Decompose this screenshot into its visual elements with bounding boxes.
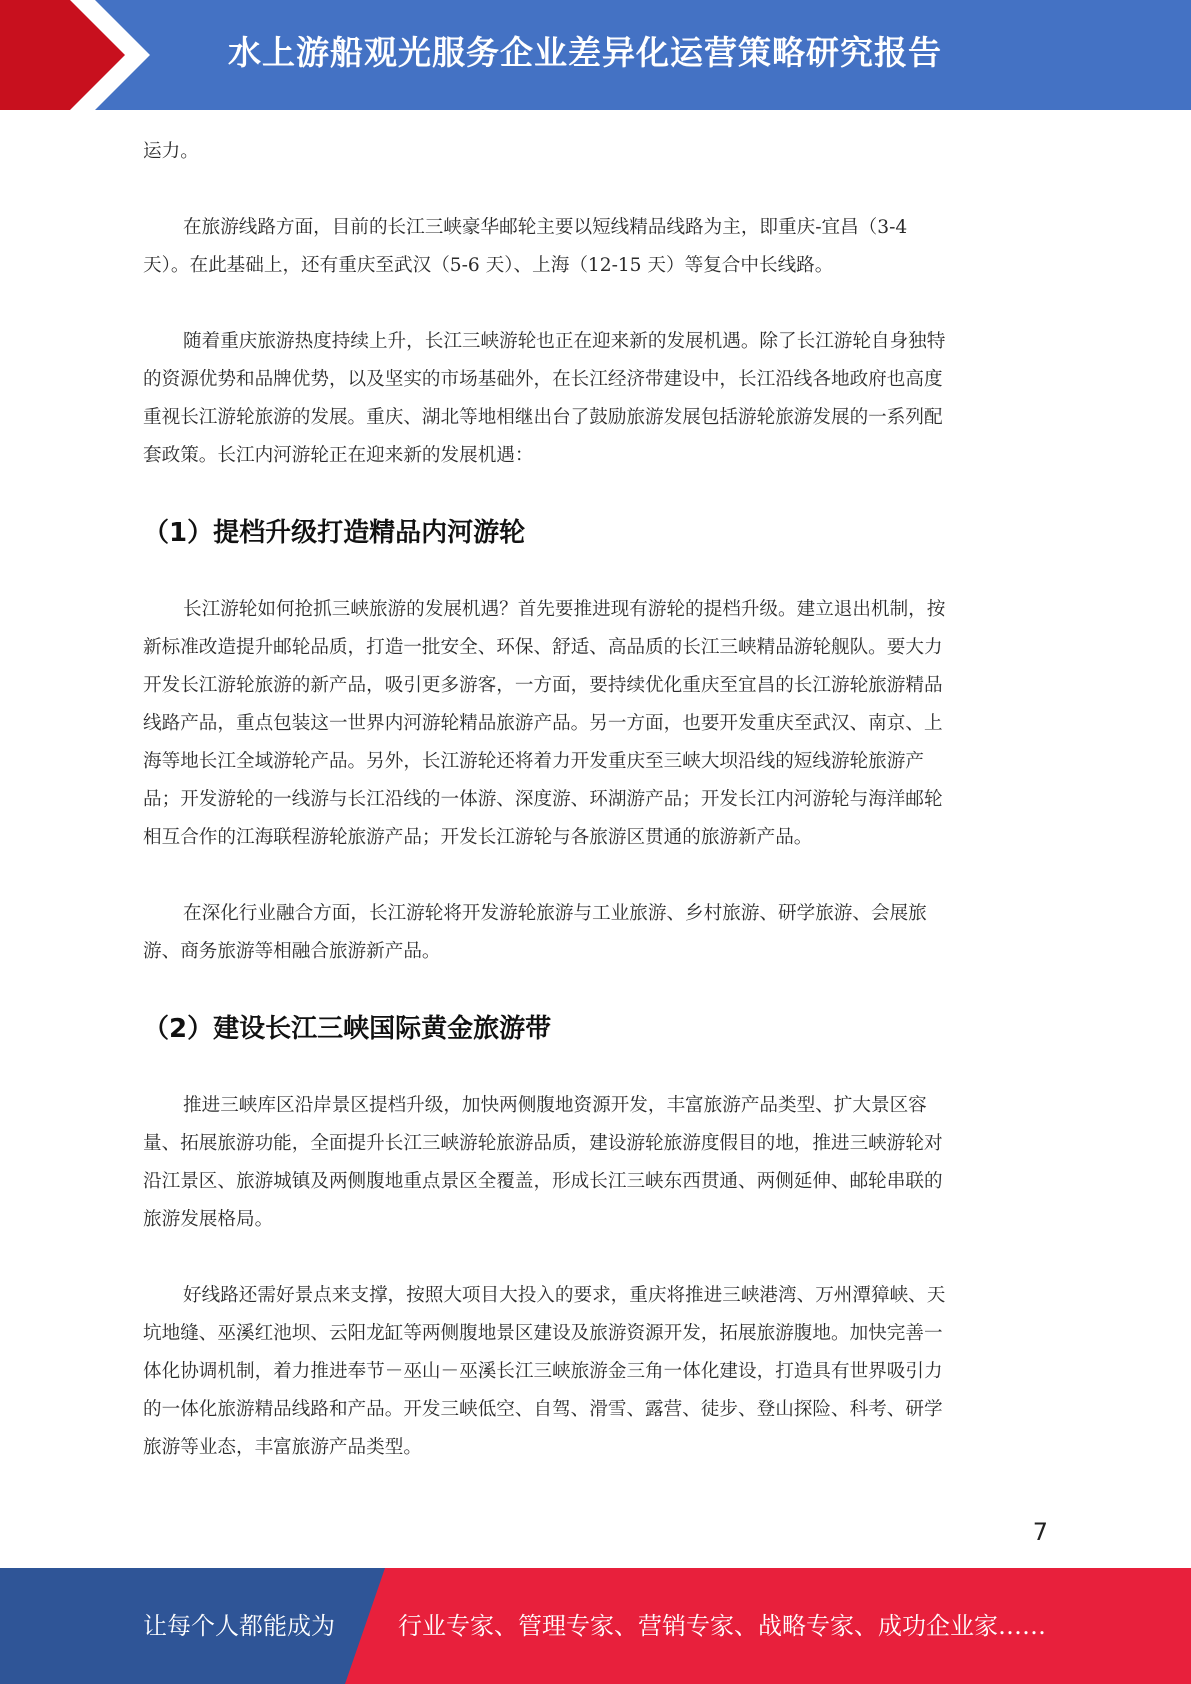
text-line: 套政策。长江内河游轮正在迎来新的发展机遇：: [143, 445, 534, 466]
report-title: 水上游船观光服务企业差异化运营策略研究报告: [228, 33, 942, 72]
text-line: 开发长江游轮旅游的新产品，吸引更多游客，一方面，要持续优化重庆至宜昌的长江游轮旅游精品: [143, 675, 943, 696]
text-line: 新标准改造提升邮轮品质，打造一批安全、环保、舒适、高品质的长江三峡精品游轮舰队。要大力: [143, 637, 943, 658]
text-line: 在深化行业融合方面，长江游轮将开发游轮旅游与工业旅游、乡村旅游、研学旅游、会展旅: [183, 903, 927, 924]
paragraph: [143, 591, 1046, 857]
page-header: [0, 0, 1191, 110]
paragraph: [143, 1277, 1046, 1467]
text-line: 运力。: [143, 141, 199, 162]
paragraph: [143, 895, 1046, 971]
section-heading: （2）建设长江三峡国际黄金旅游带: [143, 1014, 552, 1044]
text-line: 的一体化旅游精品线路和产品。开发三峡低空、自驾、滑雪、露营、徒步、登山探险、科考、研学: [143, 1399, 943, 1420]
text-line: 天）。在此基础上，还有重庆至武汉（5-6 天）、上海（12-15 天）等复合中长线路。: [143, 255, 834, 276]
section-heading: （1）提档升级打造精品内河游轮: [143, 518, 526, 548]
paragraph: [143, 209, 1046, 285]
paragraph: [143, 323, 1046, 475]
text-line: 坑地缝、巫溪红池坝、云阳龙缸等两侧腹地景区建设及旅游资源开发，拓展旅游腹地。加快完善一: [143, 1323, 943, 1344]
text-line: 线路产品，重点包装这一世界内河游轮精品旅游产品。另一方面，也要开发重庆至武汉、南京、上: [143, 713, 943, 734]
text-line: 体化协调机制，着力推进奉节－巫山－巫溪长江三峡旅游金三角一体化建设，打造具有世界吸引力: [143, 1361, 943, 1382]
page-footer: [0, 1568, 1191, 1684]
text-line: 旅游发展格局。: [143, 1209, 274, 1230]
text-line: 推进三峡库区沿岸景区提档升级，加快两侧腹地资源开发，丰富旅游产品类型、扩大景区容: [183, 1095, 927, 1116]
text-line: 重视长江游轮旅游的发展。重庆、湖北等地相继出台了鼓励旅游发展包括游轮旅游发展的一系列配: [143, 407, 943, 428]
header-arrow-decoration: [0, 0, 160, 110]
text-line: 长江游轮如何抢抓三峡旅游的发展机遇？首先要推进现有游轮的提档升级。建立退出机制，按: [183, 599, 946, 620]
paragraph: [143, 1087, 1046, 1239]
page-number: 7: [1032, 1518, 1048, 1546]
text-line: 相互合作的江海联程游轮旅游产品；开发长江游轮与各旅游区贯通的旅游新产品。: [143, 827, 813, 848]
text-line: 随着重庆旅游热度持续上升，长江三峡游轮也正在迎来新的发展机遇。除了长江游轮自身独特: [183, 331, 946, 352]
text-line: 品；开发游轮的一线游与长江沿线的一体游、深度游、环湖游产品；开发长江内河游轮与海洋邮轮: [143, 789, 943, 810]
text-line: 在旅游线路方面，目前的长江三峡豪华邮轮主要以短线精品线路为主，即重庆-宜昌（3-4: [183, 217, 908, 238]
text-line: 的资源优势和品牌优势，以及坚实的市场基础外，在长江经济带建设中，长江沿线各地政府也高度: [143, 369, 943, 390]
text-line: 旅游等业态，丰富旅游产品类型。: [143, 1437, 422, 1458]
text-line: 沿江景区、旅游城镇及两侧腹地重点景区全覆盖，形成长江三峡东西贯通、两侧延伸、邮轮串联的: [143, 1171, 943, 1192]
paragraph: [143, 133, 1046, 171]
text-line: 量、拓展旅游功能，全面提升长江三峡游轮旅游品质，建设游轮旅游度假目的地，推进三峡游轮对: [143, 1133, 943, 1154]
footer-slogan-left: 让每个人都能成为: [143, 1612, 335, 1640]
text-line: 好线路还需好景点来支撑，按照大项目大投入的要求，重庆将推进三峡港湾、万州潭獐峡、天: [183, 1285, 946, 1306]
footer-slogan-right: 行业专家、管理专家、营销专家、战略专家、成功企业家……: [398, 1612, 1046, 1640]
text-line: 游、商务旅游等相融合旅游新产品。: [143, 941, 441, 962]
text-line: 海等地长江全域游轮产品。另外，长江游轮还将着力开发重庆至三峡大坝沿线的短线游轮旅游产: [143, 751, 924, 772]
